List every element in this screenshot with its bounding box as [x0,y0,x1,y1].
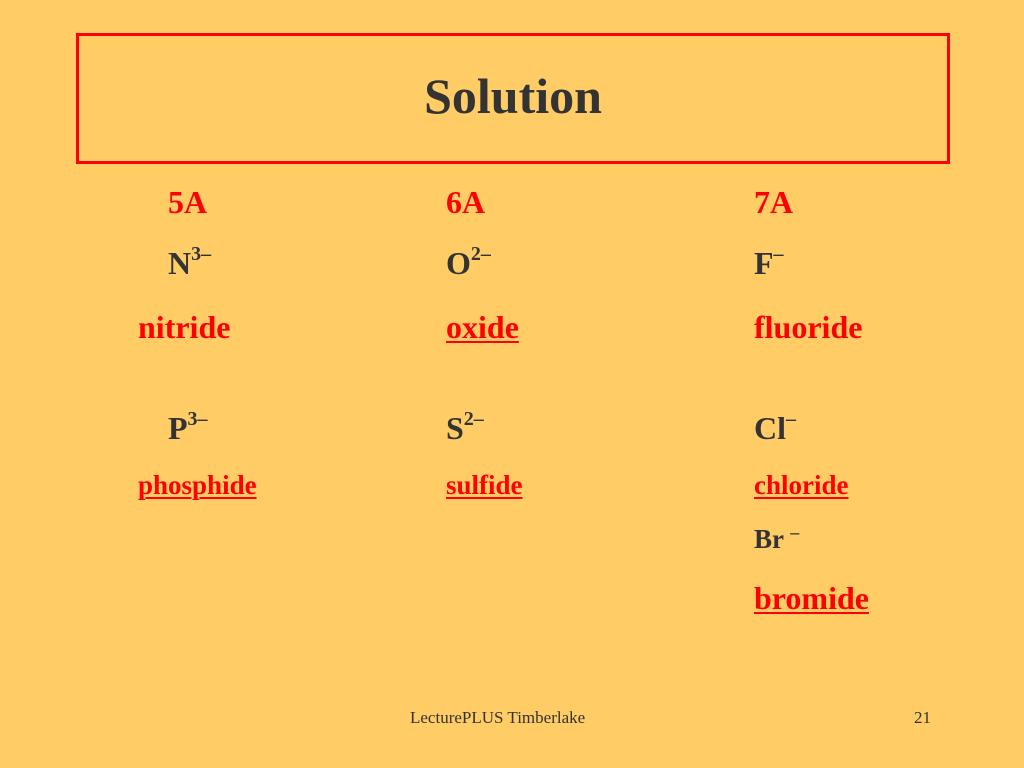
ion-bromine [754,524,799,555]
ion-charge: – [786,408,796,431]
ion-symbol: S [446,410,464,446]
ion-symbol: Cl [754,410,786,446]
ion-symbol: P [168,410,188,446]
name-bromide: bromide [754,580,869,616]
ion-nitrogen [168,245,211,282]
footer-credit: LecturePLUS Timberlake [410,708,586,727]
name-sulfide: sulfide [446,470,523,500]
ion-charge: 3– [187,408,208,431]
ion-charge: 2– [470,243,491,266]
name-phosphide: phosphide [138,470,257,500]
ion-charge: – [790,522,800,542]
title-box [76,33,950,164]
ion-chlorine [754,410,796,447]
ion-charge: 3– [191,243,212,266]
ion-symbol: O [446,245,471,281]
ion-symbol: F [754,245,774,281]
ion-symbol: N [168,245,192,281]
ion-symbol: Br [754,524,791,554]
name-oxide: oxide [446,309,519,345]
ion-fluorine [754,245,784,282]
page-number: 21 [914,708,931,727]
name-fluoride: fluoride [754,309,863,345]
name-chloride: chloride [754,470,849,500]
slide-title: Solution [424,67,602,124]
ion-charge: 2– [463,408,484,431]
group-label-5a: 5A [168,184,208,220]
ion-charge: – [773,243,784,266]
name-nitride: nitride [138,309,231,345]
ion-oxygen [446,245,491,282]
group-label-7a: 7A [754,184,794,220]
ion-phosphorus [168,410,208,447]
ion-sulfur [446,410,484,447]
group-label-6a: 6A [446,184,486,220]
